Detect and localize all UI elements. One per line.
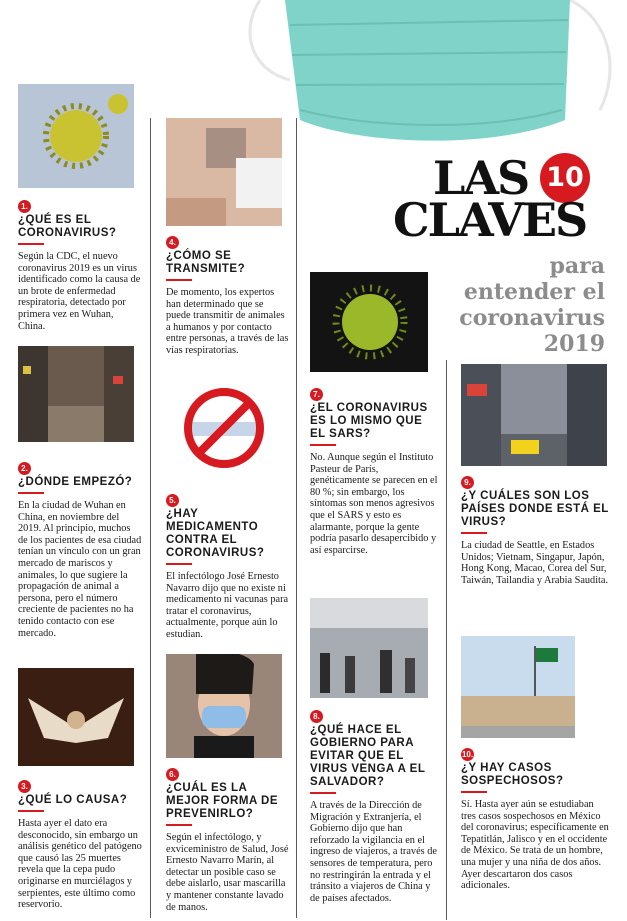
item-4 — [166, 232, 290, 357]
item-question: ¿EL CORONAVIRUS ES LO MISMO QUE EL SARS? — [310, 402, 428, 440]
item-answer: En la ciudad de Wuhan en China, en noviembre del 2019. Al principio, muchos de los pacientes de esa ciudad tenían un vínculo con un gran mercado de mariscos y animales, lo que sugiere la propagación de animal a persona, pero el número creciente de pacientes no ha tenido contacto con ese mercado. — [18, 500, 142, 639]
item-answer: De momento, los expertos han determinado que se puede transmitir de animales a humanos y por contacto entre personas, a través de las vías respiratorias. — [166, 287, 289, 356]
item-question: ¿HAY MEDICAMENTO CONTRA EL CORONAVIRUS? — [166, 508, 265, 559]
column-divider — [446, 360, 447, 920]
red-rule — [310, 792, 336, 794]
item-answer: Según la CDC, el nuevo coronavirus 2019 es un virus identificado como la causa de un brote de enfermedad respiratoria, detectado por primera vez en Wuhan, China. — [18, 251, 141, 332]
item-number: 10. — [461, 750, 474, 759]
item-answer: El infectólogo José Ernesto Navarro dijo que no existe ni medicamento ni vacunas para tratar el coronavirus, actualmente, porque aún lo estudian. — [166, 571, 289, 640]
item-8 — [310, 706, 438, 904]
subtitle-line: para — [549, 253, 605, 279]
airport-photo — [310, 598, 428, 698]
item-question: ¿Y HAY CASOS SOSPECHOSOS? — [461, 762, 564, 787]
subtitle-line: coronavirus — [459, 305, 605, 331]
face-mask-image — [240, 0, 627, 150]
column-divider — [150, 118, 151, 918]
item-number: 4. — [166, 236, 179, 249]
bat-photo — [18, 668, 134, 766]
item-2 — [18, 458, 142, 639]
item-number: 8. — [310, 710, 323, 723]
item-1 — [18, 196, 142, 332]
title-number-badge: 10 — [540, 153, 590, 203]
item-5 — [166, 490, 290, 641]
mexico-zocalo-photo — [461, 636, 575, 738]
item-answer: Hasta ayer el dato era desconocido, sin embargo un análisis genético del patógeno que causó las 25 muertes revela que la cepa pudo originarse en murciélagos y serpientes, este último como reservorio. — [18, 818, 142, 911]
title-claves: CLAVES — [393, 193, 587, 247]
item-question: ¿Y CUÁLES SON LOS PAÍSES DONDE ESTÁ EL VIRUS? — [461, 490, 609, 528]
item-question: ¿QUÉ LO CAUSA? — [18, 794, 128, 806]
subtitle-line: 2019 — [543, 331, 605, 357]
item-question: ¿DÓNDE EMPEZÓ? — [18, 476, 133, 488]
item-number: 2. — [18, 462, 31, 475]
item-6 — [166, 764, 290, 913]
item-question: ¿QUÉ HACE EL GOBIERNO PARA EVITAR QUE EL VIRUS VENGA A EL SALVADOR? — [310, 724, 426, 788]
item-answer: Según el infectólogo, y exviceministro de Salud, José Ernesto Navarro Marín, al detectar un posible caso se debe aislarlo, usar mascarilla y mantener constante lavado de manos. — [166, 832, 289, 913]
item-number: 3. — [18, 780, 31, 793]
item-question: ¿CUÁL ES LA MEJOR FORMA DE PREVENIRLO? — [166, 782, 278, 820]
item-3 — [18, 776, 142, 911]
sick-person-photo — [166, 118, 282, 226]
item-answer: La ciudad de Seattle, en Estados Unidos; Vietnam, Singapur, Japón, Hong Kong, Macao, Corea del Sur, Taiwán, Tailandia y Arabia Saudita. — [461, 540, 609, 586]
red-rule — [310, 444, 336, 446]
red-rule — [18, 810, 44, 812]
item-9 — [461, 472, 611, 586]
red-rule — [166, 563, 192, 565]
item-7 — [310, 384, 438, 556]
column-divider — [296, 118, 297, 918]
virus-photo — [18, 84, 134, 188]
item-number: 6. — [166, 768, 179, 781]
item-number: 7. — [310, 388, 323, 401]
red-rule — [166, 824, 192, 826]
times-square-photo — [461, 364, 607, 466]
virus-closeup-photo — [310, 272, 428, 372]
title-las: LAS — [433, 151, 529, 205]
item-answer: Sí. Hasta ayer aún se estudiaban tres casos sospechosos en México del coronavirus; específicamente en Tepatitlán, Jalisco y en el occidente de México. Se trata de un hombre, una mujer y una niña de dos años. Ayer descartaron dos casos adicionales. — [461, 799, 609, 892]
item-question: ¿CÓMO SE TRANSMITE? — [166, 250, 246, 275]
item-number: 9. — [461, 476, 474, 489]
red-rule — [461, 532, 487, 534]
red-rule — [18, 492, 44, 494]
red-rule — [166, 279, 192, 281]
item-question: ¿QUÉ ES EL CORONAVIRUS? — [18, 214, 117, 239]
item-answer: No. Aunque según el Instituto Pasteur de París, genéticamente se parecen en el 80 %; sin embargo, los síntomas son menos agresivos que el SARS y esto es alarmante, porque la gente podría pasarlo desapercibido y así esparcirse. — [310, 452, 438, 556]
item-10 — [461, 744, 611, 892]
no-medicine-icon — [166, 384, 282, 472]
subtitle-line: entender el — [463, 279, 605, 305]
masked-woman-photo — [166, 654, 282, 758]
red-rule — [18, 243, 44, 245]
item-answer: A través de la Dirección de Migración y Extranjería, el Gobierno dijo que han reforzado la vigilancia en el ingreso de viajeros, a través de sensores de temperatura, pero no restringirán la entrada y el tránsito a viajeros de China y de países afectados. — [310, 800, 437, 904]
item-number: 1. — [18, 200, 31, 213]
item-number: 5. — [166, 494, 179, 507]
red-rule — [461, 791, 487, 793]
wuhan-street-photo — [18, 346, 134, 442]
